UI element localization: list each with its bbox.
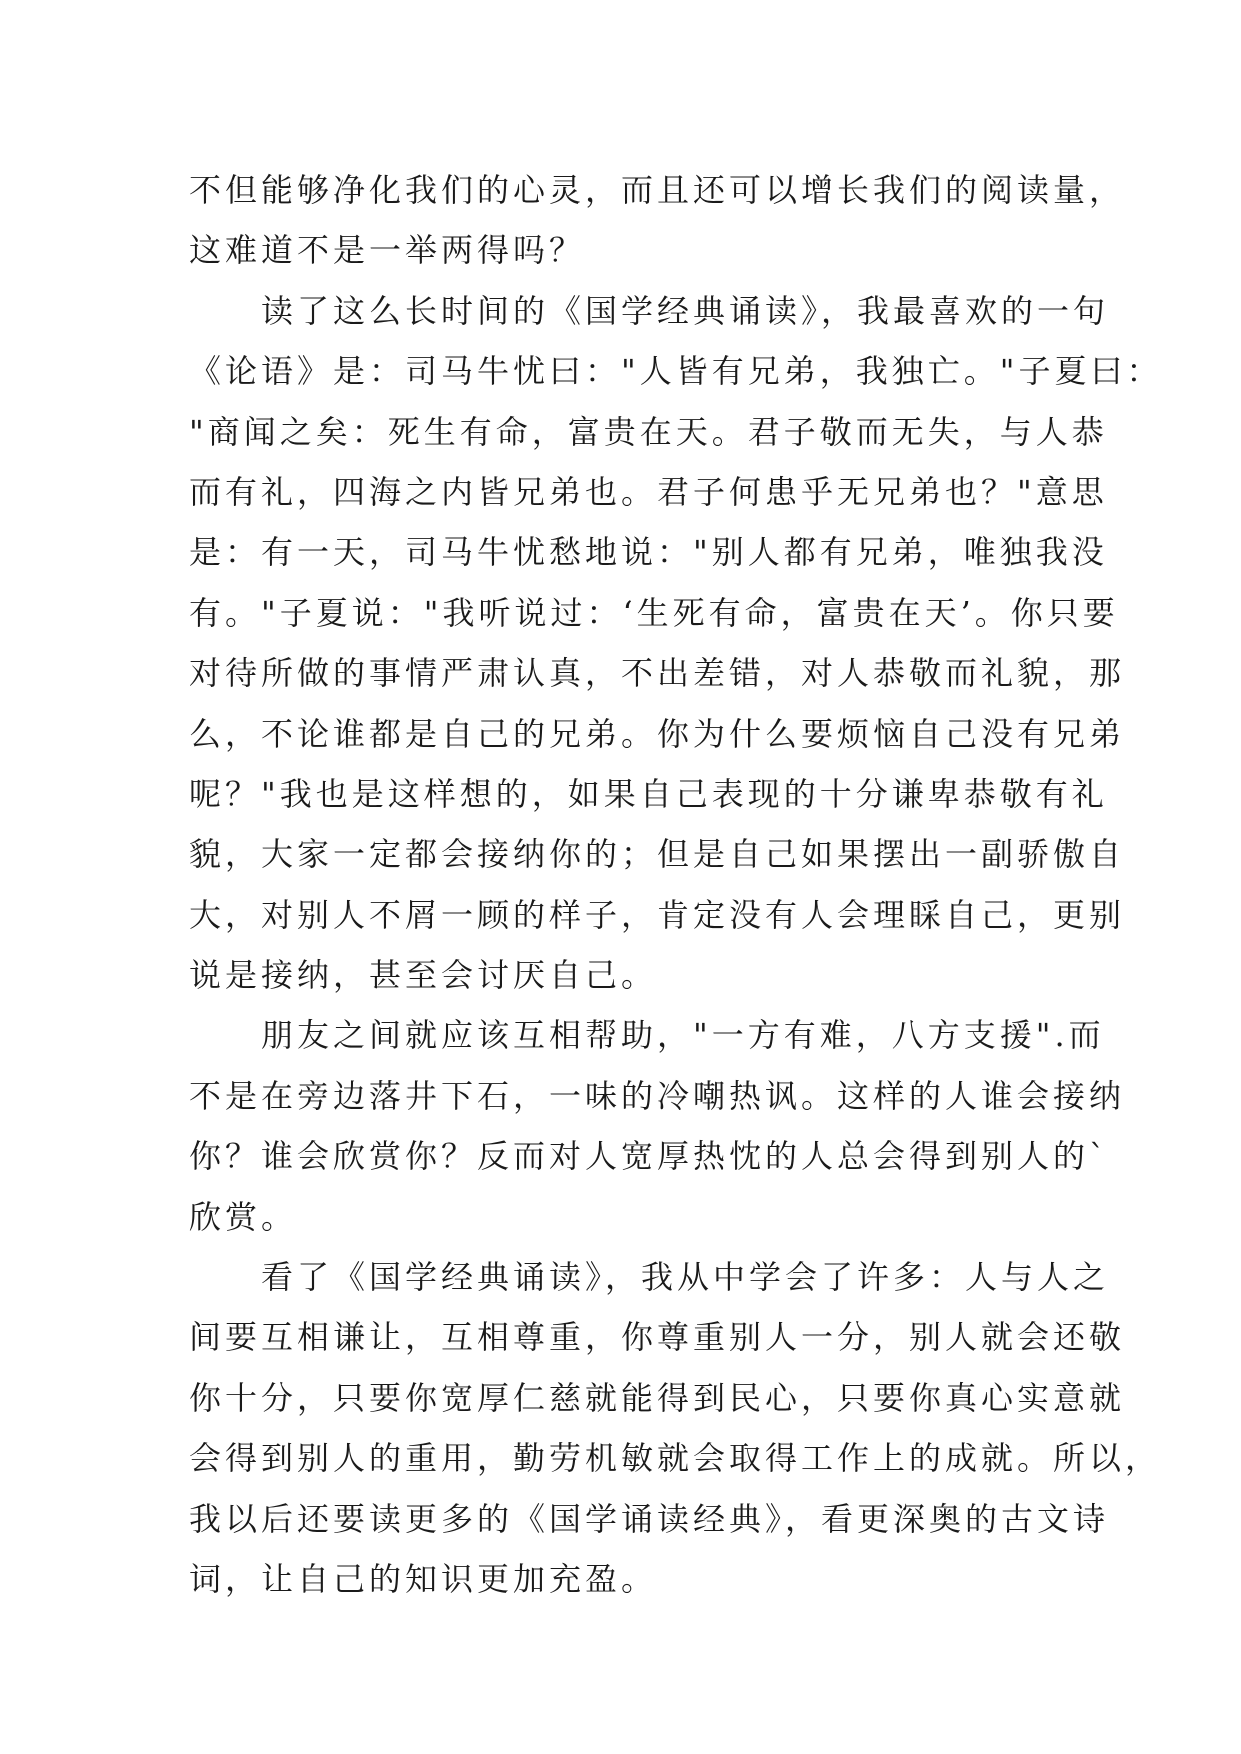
text-line: 会得到别人的重用，勤劳机敏就会取得工作上的成就。所以， bbox=[189, 1439, 1162, 1478]
text-line: 你十分，只要你宽厚仁慈就能得到民心，只要你真心实意就 bbox=[189, 1378, 1126, 1417]
text-line: 对待所做的事情严肃认真，不出差错，对人恭敬而礼貌，那 bbox=[189, 654, 1126, 693]
text-line: 而有礼，四海之内皆兄弟也。君子何患乎无兄弟也？"意思 bbox=[189, 472, 1108, 511]
paragraph-start-line: 看了《国学经典诵读》，我从中学会了许多：人与人之 bbox=[261, 1258, 1110, 1297]
text-line: 不是在旁边落井下石，一味的冷嘲热讽。这样的人谁会接纳 bbox=[189, 1076, 1126, 1115]
text-line: "商闻之矣：死生有命，富贵在天。君子敬而无失，与人恭 bbox=[189, 412, 1108, 451]
text-line: 大，对别人不屑一顾的样子，肯定没有人会理睬自己，更别 bbox=[189, 895, 1126, 934]
text-line: 不但能够净化我们的心灵，而且还可以增长我们的阅读量， bbox=[189, 171, 1126, 209]
text-line: 说是接纳，甚至会讨厌自己。 bbox=[189, 956, 658, 995]
text-line: 你？谁会欣赏你？反而对人宽厚热忱的人总会得到别人的` bbox=[189, 1137, 1110, 1176]
paragraph-start-line: 朋友之间就应该互相帮助，"一方有难，八方支援".而 bbox=[261, 1016, 1105, 1055]
text-line: 么，不论谁都是自己的兄弟。你为什么要烦恼自己没有兄弟 bbox=[189, 714, 1126, 753]
text-line: 貌，大家一定都会接纳你的；但是自己如果摆出一副骄傲自 bbox=[189, 835, 1126, 874]
text-line: 这难道不是一举两得吗？ bbox=[189, 231, 586, 270]
text-line: 欣赏。 bbox=[189, 1197, 298, 1236]
text-line: 呢？"我也是这样想的，如果自己表现的十分谦卑恭敬有礼 bbox=[189, 774, 1108, 813]
text-line: 间要互相谦让，互相尊重，你尊重别人一分，别人就会还敬 bbox=[189, 1318, 1126, 1357]
paragraph-start-line: 读了这么长时间的《国学经典诵读》，我最喜欢的一句 bbox=[261, 291, 1110, 330]
text-line: 是：有一天，司马牛忧愁地说："别人都有兄弟，唯独我没 bbox=[189, 533, 1108, 572]
text-line: 《论语》是：司马牛忧曰："人皆有兄弟，我独亡。"子夏曰： bbox=[189, 352, 1163, 391]
body-text bbox=[189, 160, 1163, 1609]
text-line: 词，让自己的知识更加充盈。 bbox=[189, 1559, 658, 1598]
text-line: 我以后还要读更多的《国学诵读经典》，看更深奥的古文诗 bbox=[189, 1499, 1110, 1538]
text-line: 有。"子夏说："我听说过：‘生死有命，富贵在天’。你只要 bbox=[189, 593, 1119, 632]
